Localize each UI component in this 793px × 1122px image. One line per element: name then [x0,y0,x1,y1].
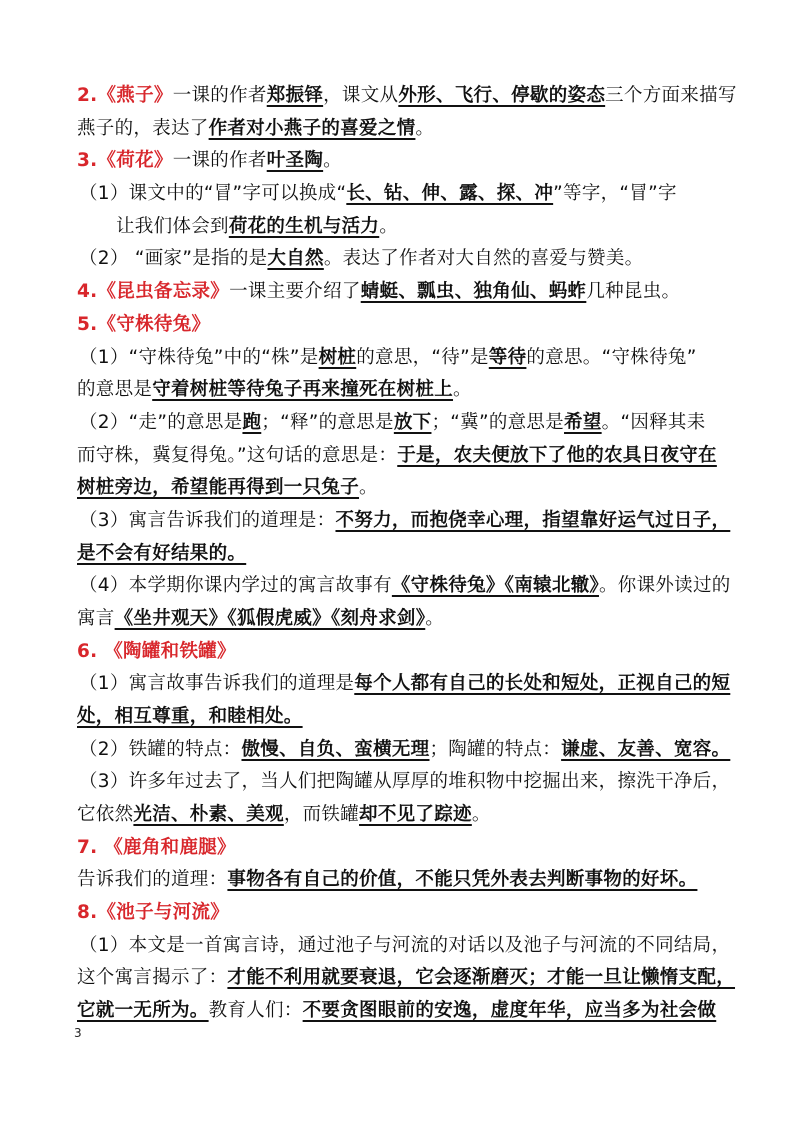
body-text: 。 [425,608,445,629]
text-line [77,966,736,990]
body-text: 。“因释其耒 [601,412,706,433]
answer-text: 希望 [564,412,602,433]
text-line [77,313,727,337]
text-line [77,542,727,566]
body-text: 的意思是 [77,379,153,400]
section-heading: 2.《燕子》 [77,85,173,106]
text-line [79,509,729,533]
answer-text: 守着树桩等待兔子再来撞死在树桩上 [152,379,454,400]
body-text: 。 [415,118,435,139]
body-text: 几种昆虫。 [586,281,681,302]
text-line [79,672,729,696]
answer-text: 树桩 [318,347,357,368]
text-line [79,934,729,958]
body-text: 教育人们： [208,1000,303,1021]
text-line [79,346,729,370]
answer-text: 《坐井观天》《狐假虎威》《刻舟求剑》 [114,608,426,629]
body-text: ”等字，“冒”字 [553,183,677,204]
answer-text: 外形、飞行、停歇的姿态 [398,85,606,106]
text-line [79,182,729,206]
answer-text: 光洁、朴素、美观 [133,804,284,825]
body-text: （2） “画家”是指的是 [79,248,268,269]
body-text: 它依然 [77,804,134,825]
body-text: 告诉我们的道理： [77,869,228,890]
text-line [77,803,727,827]
body-text: （1）“守株待兔”中的“株”是 [79,347,319,368]
body-text: 燕子的，表达了 [77,118,209,139]
text-line [79,247,729,271]
body-text: （3）许多年过去了，当人们把陶罐从厚厚的堆积物中挖掘出来，擦洗干净后， [79,771,731,792]
text-line [77,836,727,860]
answer-text: 放下 [393,412,432,433]
text-line [77,476,727,500]
answer-text: 它就一无所为。 [77,1000,209,1021]
text-line [79,770,729,794]
answer-text: 不要贪图眼前的安逸，虚度年华，应当多为社会做 [302,1000,717,1021]
answer-text: 才能不利用就要衰退，它会逐渐磨灭；才能一旦让懒惰支配， [227,967,736,988]
body-text: （2）铁罐的特点： [79,739,242,760]
body-text: （1）课文中的“冒”字可以换成“ [79,183,347,204]
answer-text: 等待 [488,347,527,368]
body-text: 的意思，“待”是 [356,347,489,368]
answer-text: 《守株待兔》《南辕北辙》 [391,575,599,596]
body-text: （2）“走”的意思是 [79,412,243,433]
answer-text: 荷花的生机与活力 [228,216,380,237]
answer-text: 是不会有好结果的。 [77,543,247,564]
section-heading: 7. 《鹿角和鹿腿》 [77,837,236,858]
text-line [77,149,727,173]
body-text: ，课文从 [323,85,399,106]
text-line [116,215,766,239]
body-text: 。 [323,150,342,171]
body-text: （1）本文是一首寓言诗，通过池子与河流的对话以及池子与河流的不同结局， [79,935,731,956]
body-text: ；“释”的意思是 [261,412,394,433]
answer-text: 事物各有自己的价值，不能只凭外表去判断事物的好坏。 [227,869,698,890]
text-line [79,411,729,435]
body-text: 。 [471,804,491,825]
body-text: ；“冀”的意思是 [431,412,565,433]
text-line [77,444,727,468]
body-text: 的意思。“守株待兔” [526,347,697,368]
answer-text: 不努力，而抱侥幸心理，指望靠好运气过日子， [335,510,731,531]
answer-text: 谦虚、友善、宽容。 [561,739,731,760]
text-line [77,117,727,141]
page-number: 3 [74,1026,82,1040]
section-heading: 6. 《陶罐和铁罐》 [77,641,236,662]
body-text: 。表达了作者对大自然的喜爱与赞美。 [323,248,644,269]
text-line [79,738,729,762]
body-text: ；陶罐的特点： [429,739,562,760]
body-text: 。你课外读过的 [598,575,731,596]
answer-text: 却不见了踪迹 [359,804,472,825]
section-heading: 4.《昆虫备忘录》 [77,281,230,302]
answer-text: 处，相互尊重，和睦相处。 [77,706,303,727]
text-line [77,607,727,631]
text-line [77,640,727,664]
answer-text: 大自然 [267,248,324,269]
text-line [77,868,727,892]
section-heading: 3.《荷花》 [77,150,173,171]
body-text: （4）本学期你课内学过的寓言故事有 [79,575,392,596]
answer-text: 作者对小燕子的喜爱之情 [208,118,416,139]
body-text: （3）寓言告诉我们的道理是： [79,510,336,531]
body-text: 。 [359,477,378,498]
body-text: 一课主要介绍了 [229,281,361,302]
answer-text: 傲慢、自负、蛮横无理 [241,739,430,760]
text-line [77,280,727,304]
answer-text: 跑 [242,412,262,433]
answer-text: 长、钻、伸、露、探、冲 [346,183,554,204]
text-line [79,574,729,598]
body-text: ，而铁罐 [283,804,360,825]
body-text: 。 [379,216,399,237]
text-line [77,999,727,1023]
answer-text: 郑振铎 [266,85,324,106]
body-text: （1）寓言故事告诉我们的道理是 [79,673,355,694]
answer-text: 叶圣陶 [266,150,324,171]
text-line [77,84,737,108]
body-text: 一课的作者 [172,150,267,171]
body-text: 让我们体会到 [116,216,229,237]
text-line [77,705,727,729]
answer-text: 每个人都有自己的长处和短处，正视自己的短 [354,673,731,694]
answer-text: 树桩旁边，希望能再得到一只兔子 [77,477,360,498]
section-heading: 5.《守株待兔》 [77,314,211,335]
body-text: 三个方面来描写 [605,85,737,106]
body-text: 这个寓言揭示了： [77,967,228,988]
body-text: 。 [453,379,472,400]
answer-text: 于是，农夫便放下了他的农具日夜守在 [397,445,717,466]
body-text: 而守株，冀复得兔。”这句话的意思是： [77,445,398,466]
answer-text: 蜻蜓、瓢虫、独角仙、蚂蚱 [360,281,587,302]
section-heading: 8.《池子与河流》 [77,902,230,923]
body-text: 寓言 [77,608,115,629]
text-line [77,378,727,402]
text-line [77,901,727,925]
body-text: 一课的作者 [172,85,267,106]
